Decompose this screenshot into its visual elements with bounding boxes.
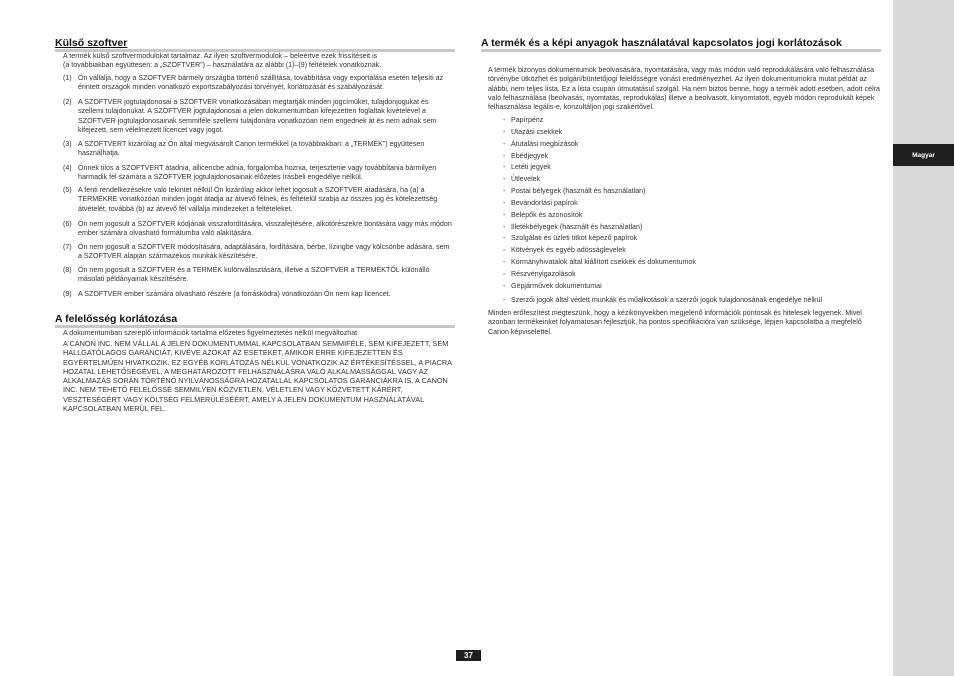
legal-restrictions-heading: A termék és a képi anyagok használatával kapcsolatos jogi korlátozások (481, 37, 881, 52)
language-tab[interactable]: Magyar (893, 144, 954, 166)
list-item (481, 163, 881, 175)
item-number: (3) (63, 140, 72, 148)
item-number: (8) (63, 266, 72, 274)
software-item-2 (55, 98, 455, 135)
list-item-text: Gépjárművek dokumentumai (511, 281, 602, 290)
software-item-8 (55, 266, 455, 285)
list-item-text: Útlevelek (511, 175, 541, 184)
list-item (481, 140, 881, 152)
software-item-7 (55, 243, 455, 262)
bullet-mark: - (503, 210, 506, 219)
list-item (481, 282, 881, 294)
liability-intro: A dokumentumban szereplő információk tartalma előzetes figyelmeztetés nélkül megváltozhat. (63, 329, 360, 337)
list-item-text: Szolgálati és üzleti titkot képező papírok (511, 234, 638, 243)
software-item-4 (55, 164, 455, 183)
list-item (481, 187, 881, 199)
bullet-mark: - (503, 187, 506, 196)
bullet-mark: - (503, 258, 506, 267)
item-number: (5) (63, 186, 72, 194)
software-item-6 (55, 220, 455, 239)
software-item-9 (55, 290, 455, 299)
list-item-text: Részvényigazolások (511, 269, 576, 278)
item-text: Ön vállalja, hogy a SZOFTVER bármely országba történő szállítása, továbbítása vagy exportálása esetén teljesíti az érintett országok minden vonatkozó exportszabályozási törvényét, korlátozását és szabályozását. (78, 74, 444, 92)
bullet-mark: - (503, 175, 506, 184)
list-item (481, 223, 881, 235)
item-number: (4) (63, 164, 72, 172)
list-item-text: Bevándorlási papírok (511, 198, 578, 207)
list-item-text: Szerzői jogok által védett munkák és műalkotások a szerzői jogok tulajdonosának engedélye nélkül (511, 295, 823, 304)
list-item (481, 234, 881, 246)
list-item (481, 296, 881, 308)
item-text: A fenti rendelkezésekre való tekintet nélkül Ön kizárólag akkor lehet jogosult a SZOFTVER átadására, ha (a) a TERMÉKRE vonatkozóan minden jogát átadja az átvevő félnek, és feltételül szabja az összes jog és kötelezettség átvételét, továbbá (b) az átvevő fél vállalja mindezeket a feltételeket. (78, 186, 438, 213)
side-margin-bar (893, 0, 954, 676)
item-number: (7) (63, 243, 72, 251)
legal-restrictions-intro: A termék bizonyos dokumentumok beolvasására, nyomtatására, vagy más módon való reprodukálására való felhasználása törvénybe ütközhet és polgári/büntetőjogi felelősségre vonást eredményezhet. Az ilyen dokumentumokra mutat példát az alábbi, nem teljes lista. Ez a lista csupán útmutatásul szolgál. Ha nem biztos benne, hogy a termék adott esetben, adott célra való felhasználása (beolvasás, nyomtatás, reprodukálás) illetve a beolvasott, kinyomtatott, egyéb módon reprodukált képek felhasználása legális-e, konzultáljon jogi szakértővel. (488, 66, 880, 112)
bullet-mark: - (503, 163, 506, 172)
bullet-mark: - (503, 234, 506, 243)
bullet-mark: - (503, 198, 506, 207)
list-item (481, 152, 881, 164)
list-item (481, 116, 881, 128)
bullet-mark: - (503, 246, 506, 255)
item-number: (2) (63, 98, 72, 106)
bullet-mark: - (503, 127, 506, 136)
list-item-text: Papírpénz (511, 116, 544, 124)
legal-restrictions-outro: Minden erőfeszítést megteszünk, hogy a kézikönyvekben megjelenő információk pontosak és hitelesek legyenek. Mivel azonban termékeinket folyamatosan fejlesztjük, ha pontos specifikációra van szüksége, lépjen kapcsolatba a megfelelő Canon képviselettel. (488, 309, 862, 336)
item-text: A SZOFTVER ember számára olvasható részére (a forráskódra) vonatkozóan Ön nem kap licencet. (78, 290, 391, 298)
list-item-text: Kormányhivatalok által kiállított csekkek és dokumentumok (511, 258, 696, 267)
software-item-1 (55, 74, 455, 98)
list-item (481, 128, 881, 140)
liability-heading: A felelősség korlátozása (55, 313, 455, 328)
list-item (481, 258, 881, 270)
list-item-text: Postai bélyegek (használt és használatlan) (511, 187, 646, 196)
bullet-mark: - (503, 281, 506, 290)
item-text: Önnek tilos a SZOFTVERT átadnia, allicencbe adnia, forgalomba hoznia, terjesztenie vagy továbbítania bármilyen harmadik fél számára a SZOFTVER jogtulajdonosainak előzetes írásbeli engedélye nélkül. (78, 164, 437, 182)
bullet-mark: - (503, 295, 506, 304)
list-item-text: Illetékbélyegek (használt és használatlan) (511, 222, 643, 231)
list-item (481, 246, 881, 258)
page-number: 37 (456, 650, 481, 661)
software-item-3 (55, 140, 455, 159)
software-heading: Külső szoftver (55, 37, 455, 52)
list-item-text: Ebédjegyek (511, 151, 549, 160)
item-number: (1) (63, 74, 72, 82)
item-number: (6) (63, 220, 72, 228)
list-item-text: Kötvények és egyéb adósságlevelek (511, 246, 626, 255)
bullet-mark: - (503, 151, 506, 160)
software-intro-line-2: (a továbbiakban együttesen: a „SZOFTVER”) – használatára az alábbi (1)–(9) feltételek vonatkoznak. (63, 61, 382, 70)
bullet-mark: - (503, 139, 506, 148)
item-text: A SZOFTVER jogtulajdonosai a SZOFTVER vonatkozásában megtartják minden jogcímüket, tulajdonjogukat és szellemi tulajdonukat. A SZOFTVER jogtulajdonosai a jelen dokumentumban kifejezetten foglaltak kivételével a SZOFTVER jogtulajdonosainak semmiféle szellemi tulajdonára vonatkozóan nem engednek át és nem adnak sem kifejezett, sem vélelmezett licencet vagy jogot. (78, 98, 437, 134)
list-item-text: Belépők és azonosítók (511, 210, 583, 219)
item-text: A SZOFTVERT kizárólag az Ön által megvásárolt Canon termékkel (a továbbiakban: a „TERMÉK”) együttesen használhatja. (78, 140, 425, 158)
software-intro-line-1: A termék külső szoftvermodulokat tartalmaz. Az ilyen szoftvermodulok – beleértve ezek frissítéseit is (63, 52, 378, 60)
bullet-mark: - (503, 222, 506, 231)
list-item-text: Átutalási megbízások (511, 139, 579, 148)
bullet-mark: - (503, 116, 506, 124)
item-text: Ön nem jogosult a SZOFTVER és a TERMÉK különválasztására, illetve a SZOFTVER a TERMÉKTŐL különálló másolati példányainak készítésére. (78, 266, 430, 284)
liability-disclaimer: A CANON INC. NEM VÁLLAL A JELEN DOKUMENTUMMAL KAPCSOLATBAN SEMMIFÉLE, SEM KIFEJEZETT, SEM HALLGATÓLAGOS GARANCIÁT, KIVÉVE AZOKAT AZ ESETEKET, AMIKOR ERRE KIFEJEZETTEN ÉS EGYÉRTELMŰEN HIVATKOZIK. EZ EGYÉB KORLÁTOZÁS NÉLKÜL VONATKOZIK AZ ÉRTÉKESÍTÉSSEL, A PIACRA HOZATAL LEHETŐSÉGÉVEL, A MEGHATÁROZOTT FELHASZNÁLÁSRA VALÓ ALKALMASSÁGGAL VAGY AZ ALKALMAZÁS SORÁN TÖRTÉNŐ NYILVÁNOSSÁGRA HOZATALLAL KAPCSOLATOS GARANCIÁKRA IS. A CANON INC. NEM TEHETŐ FELELŐSSÉ SEMMILYEN KÖZVETLEN, VÉLETLEN VAGY KÖZVETETT KÁRÉRT, VESZTESÉGÉRT VAGY KÖLTSÉG FELMERÜLÉSÉÉRT, AMELY A JELEN DOKUMENTUM HASZNÁLATÁVAL KAPCSOLATBAN MERÜL FEL. (63, 339, 452, 414)
list-item (481, 175, 881, 187)
software-item-5 (55, 186, 455, 214)
restricted-documents-list (481, 116, 881, 308)
item-text: Ön nem jogosult a SZOFTVER kódjának visszafordítására, visszafejtésére, alkotórészekre bontására vagy más módon ember számára olvasható formátumba való alakítására. (78, 220, 452, 238)
list-item (481, 211, 881, 223)
list-item-text: Letéti jegyek (511, 163, 551, 172)
list-item (481, 199, 881, 211)
item-text: Ön nem jogosult a SZOFTVER módosítására, adaptálására, fordítására, bérbe, lízingbe vagy kölcsönbe adására, sem a SZOFTVER alapján származékos munkák készítésére. (78, 243, 450, 261)
item-number: (9) (63, 290, 72, 298)
list-item (481, 270, 881, 282)
bullet-mark: - (503, 269, 506, 278)
list-item-text: Utazási csekkek (511, 127, 563, 136)
